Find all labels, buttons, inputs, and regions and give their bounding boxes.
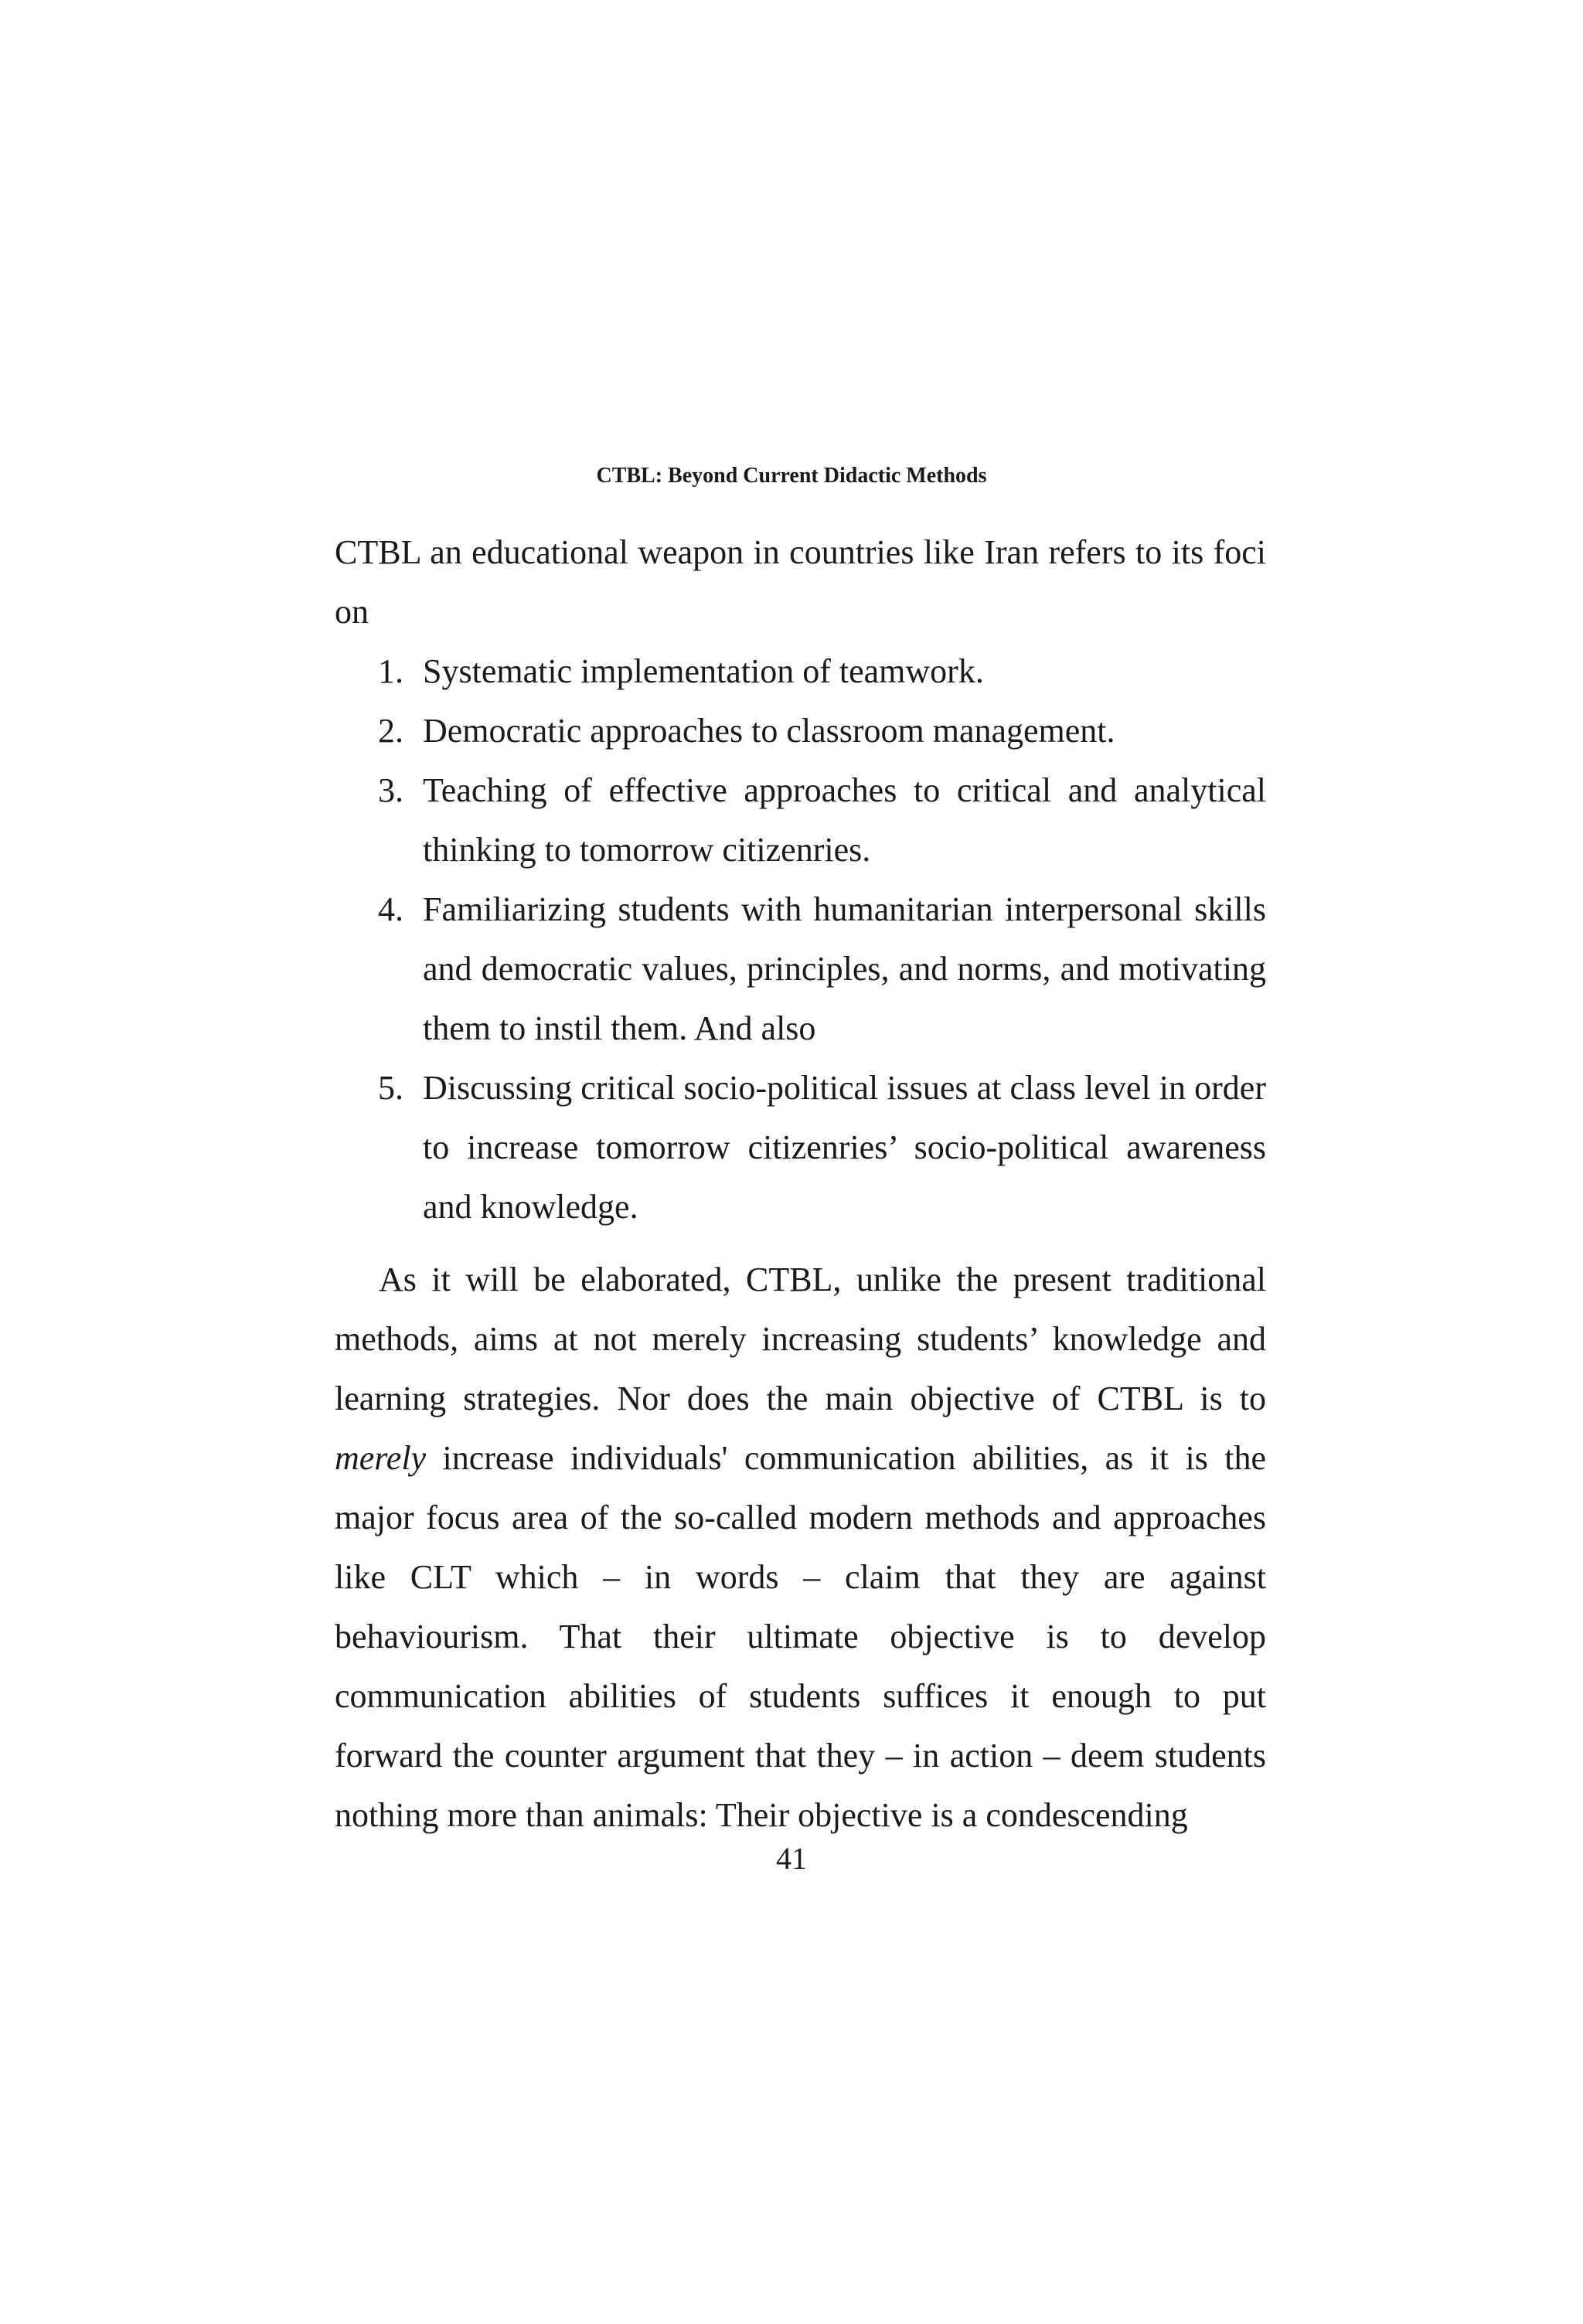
list-item-text: Democratic approaches to classroom management. xyxy=(423,712,1115,750)
list-item-text: Teaching of effective approaches to critical and analytical thinking to tomorrow citizenries. xyxy=(423,771,1266,869)
paragraph-text-continued: increase individuals' communication abilities, as it is the major focus area of the so-called modern methods and approaches like CLT which – in words – claim that they are against behaviourism. That their ultimate objective is to develop communication abilities of students suffices it enough to put forward the counter argument that they – in action – deem students nothing more than animals: Their objective is a condescending xyxy=(335,1439,1266,1834)
list-item-number: 2. xyxy=(378,712,403,750)
list-item-number: 5. xyxy=(378,1069,403,1107)
running-header: CTBL: Beyond Current Didactic Methods xyxy=(596,464,987,488)
body-text xyxy=(335,522,1266,1845)
emphasized-word: merely xyxy=(335,1439,427,1477)
list-item-number: 1. xyxy=(378,652,403,690)
body-paragraph xyxy=(335,1250,1266,1845)
list-item xyxy=(335,760,1266,880)
foci-list xyxy=(335,641,1266,1237)
list-item-number: 4. xyxy=(378,890,403,928)
list-item-text: Discussing critical socio-political issues at class level in order to increase tomorrow citizenries’ socio-political awareness and knowledge. xyxy=(423,1069,1266,1226)
list-item xyxy=(335,701,1266,760)
list-item-text: Familiarizing students with humanitarian interpersonal skills and democratic values, principles, and norms, and motivating them to instil them. And also xyxy=(423,890,1266,1047)
intro-paragraph: CTBL an educational weapon in countries like Iran refers to its foci on xyxy=(335,533,1266,631)
list-item xyxy=(335,1058,1266,1237)
paragraph-text: As it will be elaborated, CTBL, unlike the present traditional methods, aims at not merely increasing students’ knowledge and learning strategies. Nor does the main objective of CTBL is to xyxy=(335,1261,1266,1417)
list-item-number: 3. xyxy=(378,771,403,809)
list-item-text: Systematic implementation of teamwork. xyxy=(423,652,984,690)
list-item xyxy=(335,880,1266,1058)
page-number: 41 xyxy=(776,1841,807,1876)
list-item xyxy=(335,641,1266,701)
